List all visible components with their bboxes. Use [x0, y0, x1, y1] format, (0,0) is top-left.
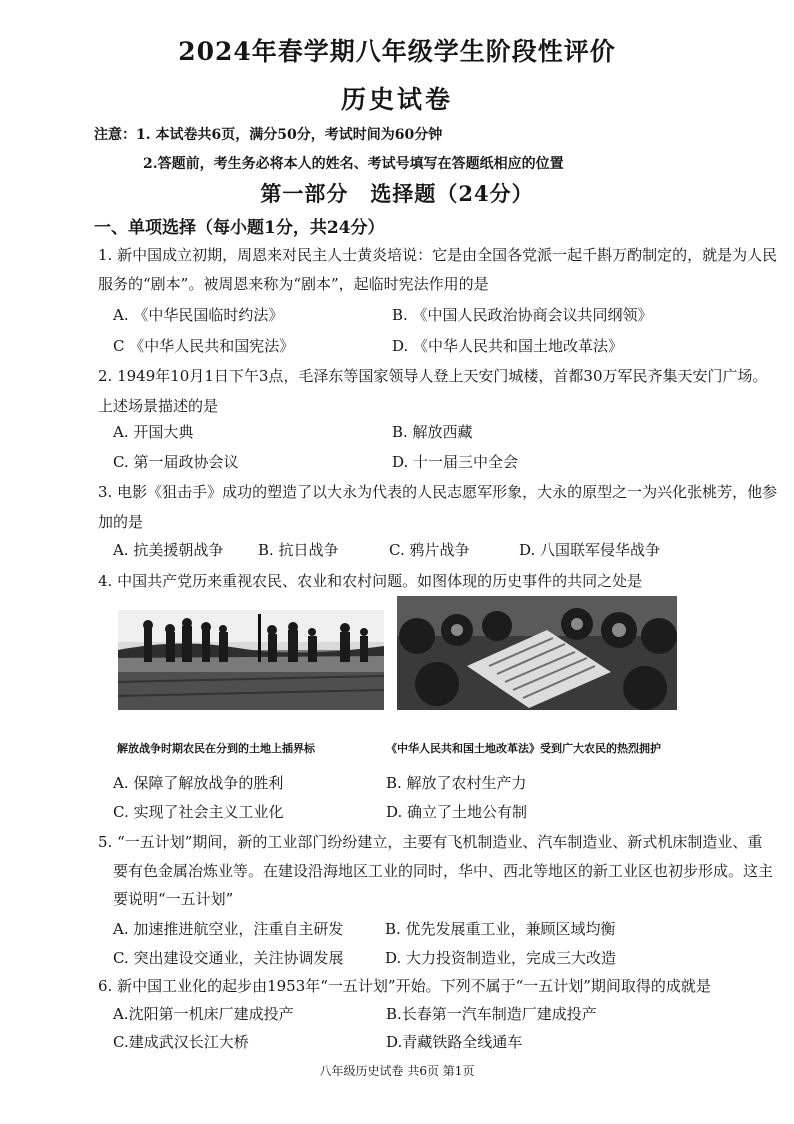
question-6-line-1: 6. 新中国工业化的起步由1953年“一五计划”开始。下列不属于“一五计划”期间取得的成就是 — [98, 977, 711, 995]
question-5-option-c: C. 突出建设交通业，关注协调发展 — [113, 949, 344, 967]
question-2-option-d: D. 十一届三中全会 — [392, 453, 519, 471]
photo-2-caption: 《中华人民共和国土地改革法》受到广大农民的热烈拥护 — [386, 742, 661, 755]
question-5-line-1: 5. “一五计划”期间，新的工业部门纷纷建立，主要有飞机制造业、汽车制造业、新式机床制造业、重 — [98, 833, 763, 851]
farmers-boundary-marker-image — [118, 610, 384, 710]
question-4-option-c: C. 实现了社会主义工业化 — [113, 803, 284, 821]
question-2-option-b: B. 解放西藏 — [392, 423, 473, 441]
land-reform-law-image — [397, 596, 677, 710]
question-1-line-1: 1. 新中国成立初期，周恩来对民主人士黄炎培说：它是由全国各党派一起千斟万酌制定的，就是为人民 — [98, 246, 778, 264]
question-2-line-1: 2. 1949年10月1日下午3点，毛泽东等国家领导人登上天安门城楼，首都30万军民齐集天安门广场。 — [98, 367, 768, 385]
question-5-option-b: B. 优先发展重工业，兼顾区域均衡 — [385, 920, 616, 938]
question-6-option-b: B.长春第一汽车制造厂建成投产 — [386, 1005, 597, 1023]
question-3-line-2: 加的是 — [98, 513, 144, 531]
note-line-1: 注意：1. 本试卷共6页，满分50分，考试时间为60分钟 — [94, 127, 443, 143]
part-title: 第一部分 选择题（24分） — [260, 181, 534, 206]
question-3-option-d: D. 八国联军侵华战争 — [519, 541, 661, 559]
page-footer: 八年级历史试卷 共6页 第1页 — [319, 1064, 475, 1078]
land-reform-law-photo — [397, 596, 677, 710]
question-3-line-1: 3. 电影《狙击手》成功的塑造了以大永为代表的人民志愿军形象，大永的原型之一为兴化张桃芳，他参 — [98, 483, 778, 501]
question-1-option-b: B. 《中国人民政治协商会议共同纲领》 — [392, 306, 653, 324]
question-1-option-d: D. 《中华人民共和国土地改革法》 — [392, 337, 624, 355]
exam-subject: 历史试卷 — [340, 85, 453, 114]
question-5-option-a: A. 加速推进航空业，注重自主研发 — [113, 920, 344, 938]
question-5-line-2: 要有色金属冶炼业等。在建设沿海地区工业的同时，华中、西北等地区的新工业区也初步形成。这主 — [113, 862, 774, 880]
note-line-2: 2.答题前，考生务必将本人的姓名、考试号填写在答题纸相应的位置 — [143, 156, 564, 172]
question-1-option-c: C 《中华人民共和国宪法》 — [113, 337, 295, 355]
question-2-option-a: A. 开国大典 — [113, 423, 194, 441]
question-2-option-c: C. 第一届政协会议 — [113, 453, 239, 471]
question-4-line-1: 4. 中国共产党历来重视农民、农业和农村问题。如图体现的历史事件的共同之处是 — [98, 572, 643, 590]
question-6-option-c: C.建成武汉长江大桥 — [113, 1033, 249, 1051]
question-4-option-a: A. 保障了解放战争的胜利 — [113, 774, 284, 792]
exam-title: 2024年春学期八年级学生阶段性评价 — [178, 37, 616, 66]
question-3-option-c: C. 鸦片战争 — [389, 541, 470, 559]
section-title: 一、单项选择（每小题1分，共24分） — [94, 218, 385, 238]
question-5-line-3: 要说明“一五计划” — [113, 890, 234, 908]
question-1-option-a: A. 《中华民国临时约法》 — [113, 306, 284, 324]
question-4-option-d: D. 确立了土地公有制 — [386, 803, 528, 821]
question-5-option-d: D. 大力投资制造业，完成三大改造 — [385, 949, 617, 967]
question-2-line-2: 上述场景描述的是 — [98, 397, 219, 415]
question-3-option-b: B. 抗日战争 — [258, 541, 339, 559]
question-3-option-a: A. 抗美援朝战争 — [113, 541, 224, 559]
photo-1-caption: 解放战争时期农民在分到的土地上插界标 — [117, 742, 315, 755]
question-6-option-a: A.沈阳第一机床厂建成投产 — [113, 1005, 294, 1023]
question-6-option-d: D.青藏铁路全线通车 — [386, 1033, 523, 1051]
farmers-boundary-marker-photo — [118, 610, 384, 710]
question-4-option-b: B. 解放了农村生产力 — [386, 774, 527, 792]
question-1-line-2: 服务的“剧本”。被周恩来称为“剧本”，起临时宪法作用的是 — [98, 275, 489, 293]
